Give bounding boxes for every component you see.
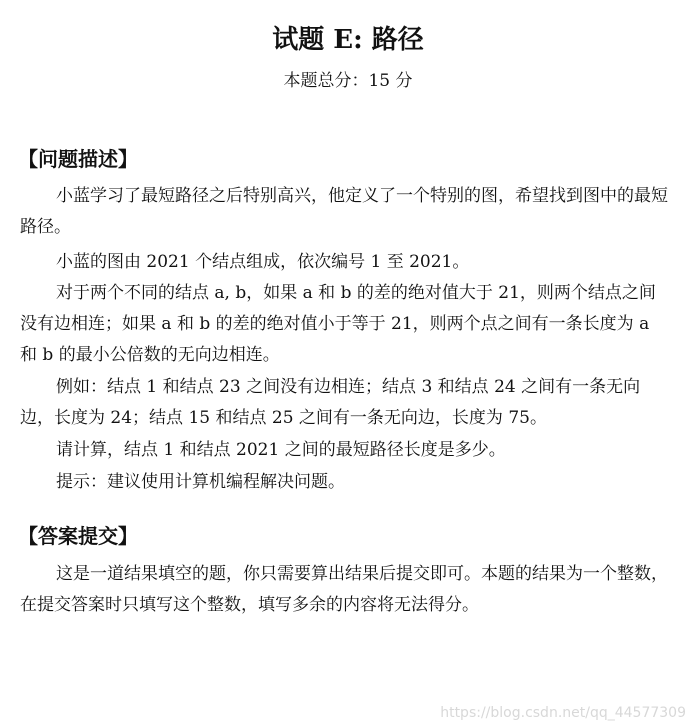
submission-paragraph: 这是一道结果填空的题，你只需要算出结果后提交即可。本题的结果为一个整数，在提交答案时只填写这个整数，填写多余的内容将无法得分。 xyxy=(20,564,668,615)
description-paragraph: 对于两个不同的结点 a, b，如果 a 和 b 的差的绝对值大于 21，则两个结点之间没有边相连；如果 a 和 b 的差的绝对值小于等于 21，则两个点之间有一条长度为 a 和 b 的最小公倍数的无向边相连。 xyxy=(20,283,656,365)
problem-title: 试题 E: 路径 xyxy=(272,25,424,55)
watermark: https://blog.csdn.net/qq_44577309 xyxy=(440,705,686,721)
description-paragraph: 请计算，结点 1 和结点 2021 之间的最短路径长度是多少。 xyxy=(56,440,506,460)
section-heading-submission: 【答案提交】 xyxy=(18,524,138,548)
hint-paragraph: 提示：建议使用计算机编程解决问题。 xyxy=(56,472,345,492)
description-paragraph: 小蓝学习了最短路径之后特别高兴，他定义了一个特别的图，希望找到图中的最短路径。 xyxy=(20,186,668,237)
total-score: 本题总分：15 分 xyxy=(283,71,413,91)
description-paragraph: 例如：结点 1 和结点 23 之间没有边相连；结点 3 和结点 24 之间有一条无向边，长度为 24；结点 15 和结点 25 之间有一条无向边，长度为 75。 xyxy=(20,377,641,428)
section-heading-description: 【问题描述】 xyxy=(18,147,138,171)
description-paragraph: 小蓝的图由 2021 个结点组成，依次编号 1 至 2021。 xyxy=(56,252,470,272)
